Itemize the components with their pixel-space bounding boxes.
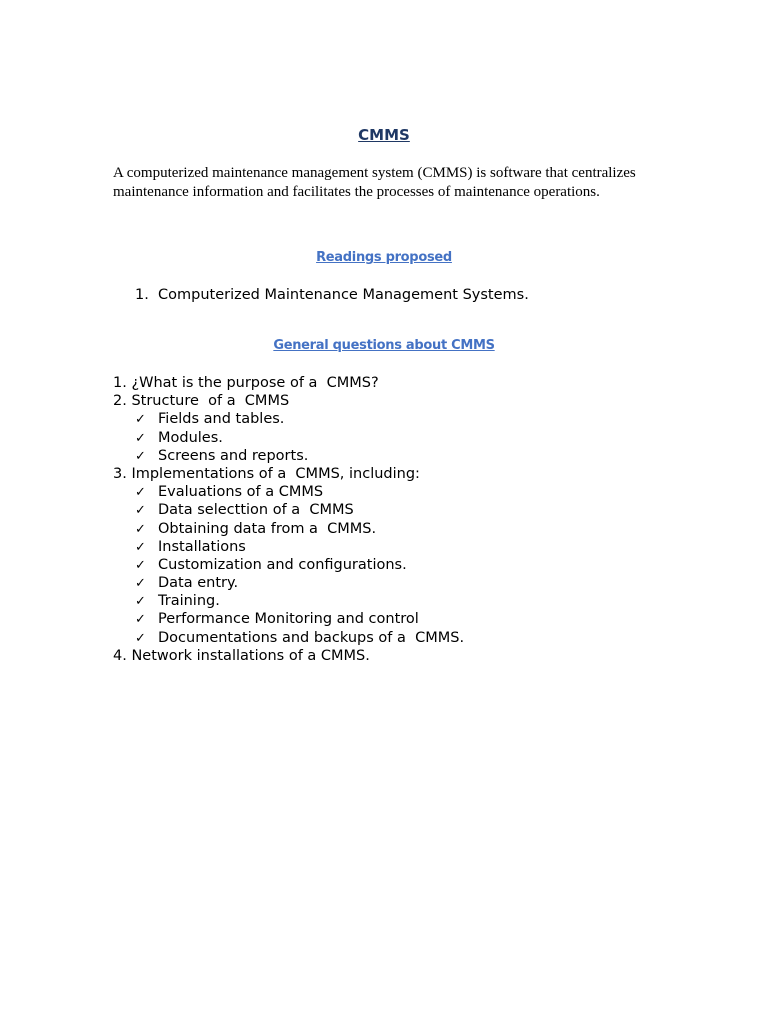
readings-heading: Readings proposed bbox=[316, 250, 452, 265]
question-subitem bbox=[113, 410, 713, 428]
question-subitem bbox=[113, 556, 713, 574]
check-icon: ✓ bbox=[135, 630, 146, 646]
question-subitem bbox=[113, 574, 713, 592]
question-item: 3. Implementations of a CMMS, including: bbox=[113, 465, 420, 482]
subitem-text: Modules. bbox=[158, 429, 223, 446]
questions-heading: General questions about CMMS bbox=[273, 338, 495, 353]
subitem-text: Evaluations of a CMMS bbox=[158, 484, 324, 501]
questions-list bbox=[113, 374, 713, 665]
subitem-text: Screens and reports. bbox=[158, 447, 309, 464]
subitem-text: Data selecttion of a CMMS bbox=[158, 502, 354, 519]
document-title: CMMS bbox=[358, 126, 410, 144]
question-item: 4. Network installations of a CMMS. bbox=[113, 647, 370, 664]
check-icon: ✓ bbox=[135, 576, 146, 592]
question-subitem bbox=[113, 610, 713, 628]
check-icon: ✓ bbox=[135, 412, 146, 428]
question-subitem bbox=[113, 538, 713, 556]
question-item: 1. ¿What is the purpose of a CMMS? bbox=[113, 375, 379, 391]
subitem-text: Performance Monitoring and control bbox=[158, 611, 419, 628]
subitem-text: Training. bbox=[158, 593, 220, 610]
check-icon: ✓ bbox=[135, 594, 146, 610]
check-icon: ✓ bbox=[135, 430, 146, 446]
question-subitem bbox=[113, 520, 713, 538]
readings-item-text: Computerized Maintenance Management Systems. bbox=[158, 287, 529, 303]
subitem-text: Obtaining data from a CMMS. bbox=[158, 520, 377, 537]
subitem-text: Installations bbox=[158, 538, 246, 555]
question-subitem bbox=[113, 592, 713, 610]
intro-paragraph: A computerized maintenance management system (CMMS) is software that centralizes maintenance information and facilitates the processes of maintenance operations. bbox=[113, 165, 636, 200]
question-subitem bbox=[113, 429, 713, 447]
question-item: 2. Structure of a CMMS bbox=[113, 393, 290, 410]
subitem-text: Fields and tables. bbox=[158, 411, 285, 428]
check-icon: ✓ bbox=[135, 612, 146, 628]
check-icon: ✓ bbox=[135, 521, 146, 537]
readings-item-number: 1. bbox=[135, 287, 149, 303]
question-subitem bbox=[113, 629, 713, 647]
subitem-text: Customization and configurations. bbox=[158, 556, 407, 573]
check-icon: ✓ bbox=[135, 448, 146, 464]
check-icon: ✓ bbox=[135, 503, 146, 519]
readings-list-item bbox=[135, 287, 529, 303]
question-subitem bbox=[113, 501, 713, 519]
question-subitem bbox=[113, 483, 713, 501]
check-icon: ✓ bbox=[135, 539, 146, 555]
subitem-text: Data entry. bbox=[158, 575, 239, 592]
check-icon: ✓ bbox=[135, 485, 146, 501]
check-icon: ✓ bbox=[135, 557, 146, 573]
question-subitem bbox=[113, 447, 713, 465]
subitem-text: Documentations and backups of a CMMS. bbox=[158, 629, 465, 646]
